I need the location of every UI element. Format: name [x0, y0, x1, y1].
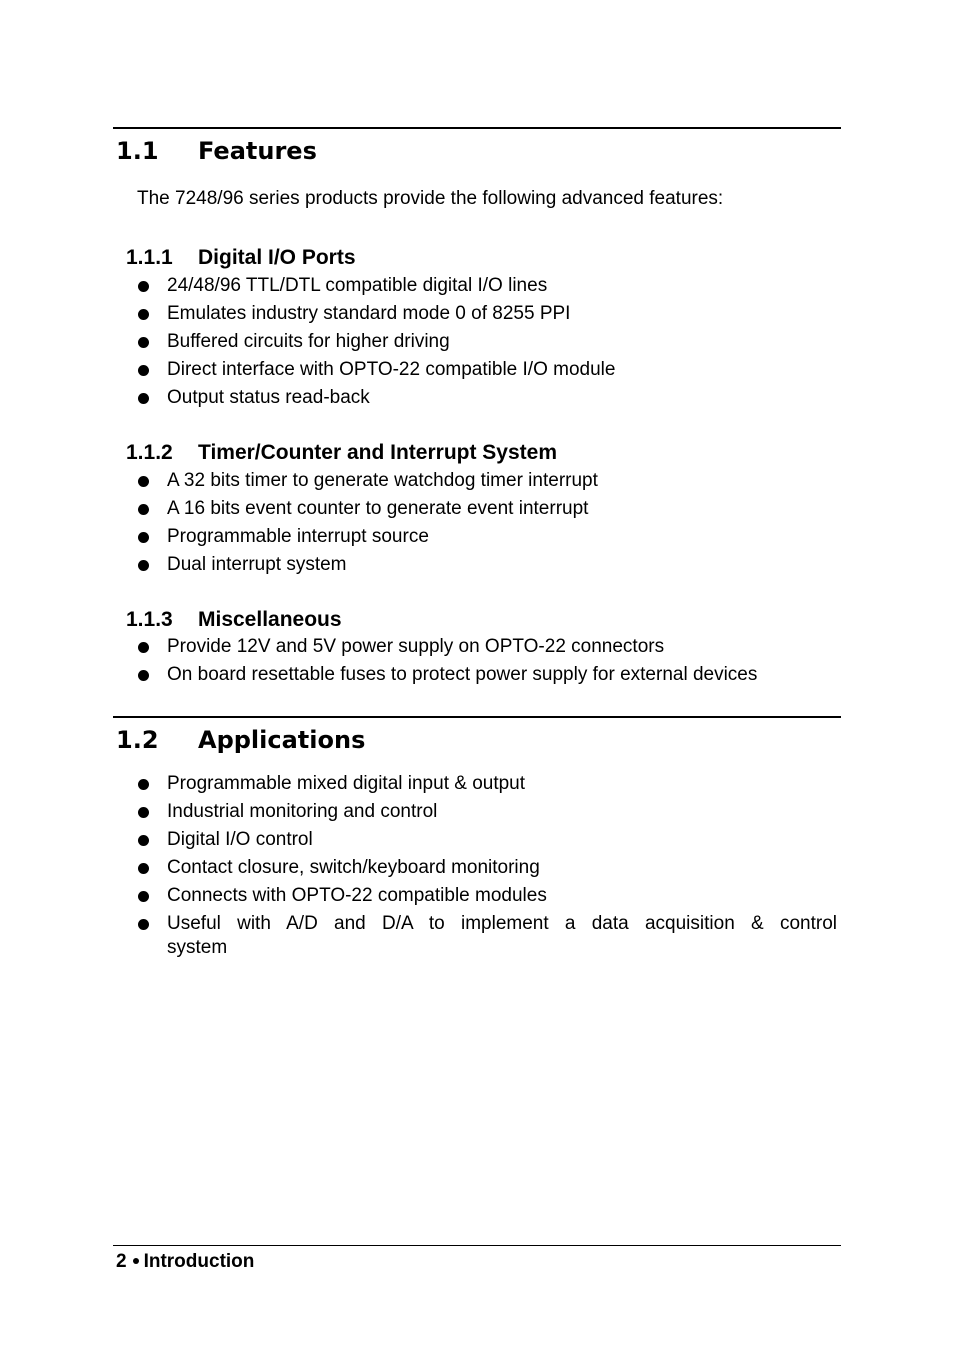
section-number: 1.1: [116, 137, 159, 165]
bullet-icon: [138, 560, 149, 571]
page-number: 2: [116, 1251, 127, 1272]
list-item: [137, 828, 837, 856]
list-item-text: Provide 12V and 5V power supply on OPTO-22 connectors: [167, 636, 665, 657]
list-item: [137, 525, 837, 553]
section-title: Applications: [198, 726, 366, 754]
list-item: [137, 302, 837, 330]
list-item-text: Industrial monitoring and control: [167, 801, 438, 822]
section-heading-1-2: [116, 726, 365, 754]
section-rule-1-2: [113, 716, 841, 718]
list-item: [137, 469, 837, 497]
list-item-text: Direct interface with OPTO-22 compatible I/O module: [167, 359, 616, 380]
list-item: [137, 912, 837, 960]
bullet-icon: [138, 393, 149, 404]
list-item-text: Emulates industry standard mode 0 of 8255 PPI: [167, 303, 571, 324]
list-item-text: Connects with OPTO-22 compatible modules: [167, 885, 547, 906]
subsection-title: Miscellaneous: [198, 608, 342, 631]
bullet-list-timer-counter: [137, 469, 837, 581]
bullet-list-miscellaneous: [137, 635, 837, 691]
chapter-title: Introduction: [143, 1251, 255, 1272]
list-item-text: Dual interrupt system: [167, 554, 347, 575]
list-item: [137, 386, 837, 414]
bullet-icon: [138, 281, 149, 292]
bullet-icon: [138, 807, 149, 818]
list-item-text: Contact closure, switch/keyboard monitoring: [167, 857, 540, 878]
bullet-icon: [138, 642, 149, 653]
list-item: [137, 274, 837, 302]
bullet-list-applications: [137, 772, 837, 960]
list-item: [137, 856, 837, 884]
bullet-icon: [138, 891, 149, 902]
section-number: 1.2: [116, 726, 159, 754]
bullet-icon: [138, 504, 149, 515]
bullet-icon: [138, 365, 149, 376]
list-item-text: Programmable interrupt source: [167, 526, 429, 547]
subsection-number: 1.1.3: [126, 608, 173, 631]
bullet-icon: [138, 670, 149, 681]
list-item-text: Buffered circuits for higher driving: [167, 331, 450, 352]
list-item-text: On board resettable fuses to protect power supply for external devices: [167, 664, 758, 685]
list-item: [137, 330, 837, 358]
list-item-text: Digital I/O control: [167, 829, 313, 850]
subsection-number: 1.1.1: [126, 246, 173, 269]
bullet-icon: [138, 919, 149, 930]
subsection-number: 1.1.2: [126, 441, 173, 464]
list-item: [137, 497, 837, 525]
list-item-text: A 16 bits event counter to generate event interrupt: [167, 498, 589, 519]
subsection-heading-1-1-2: [126, 441, 557, 465]
subsection-title: Digital I/O Ports: [198, 246, 356, 269]
page-footer: [116, 1250, 254, 1274]
list-item-text: A 32 bits timer to generate watchdog timer interrupt: [167, 470, 598, 491]
list-item-text: Output status read-back: [167, 387, 370, 408]
section-rule-1-1: [113, 127, 841, 129]
bullet-icon: [138, 337, 149, 348]
list-item: [137, 358, 837, 386]
list-item: [137, 663, 837, 691]
subsection-title: Timer/Counter and Interrupt System: [198, 441, 558, 464]
list-item: [137, 553, 837, 581]
list-item: [137, 772, 837, 800]
footer-rule: [113, 1245, 841, 1246]
bullet-icon: [138, 779, 149, 790]
bullet-separator-icon: [133, 1258, 139, 1264]
bullet-icon: [138, 532, 149, 543]
bullet-icon: [138, 309, 149, 320]
list-item-text: Programmable mixed digital input & output: [167, 773, 526, 794]
bullet-list-digital-io: [137, 274, 837, 414]
bullet-icon: [138, 863, 149, 874]
bullet-icon: [138, 476, 149, 487]
section-title: Features: [198, 137, 317, 165]
subsection-heading-1-1-1: [126, 246, 356, 270]
bullet-icon: [138, 835, 149, 846]
list-item-text: Useful with A/D and D/A to implement a data acquisition & control system: [167, 913, 837, 958]
list-item-text: 24/48/96 TTL/DTL compatible digital I/O lines: [167, 275, 548, 296]
list-item: [137, 800, 837, 828]
list-item: [137, 635, 837, 663]
subsection-heading-1-1-3: [126, 608, 342, 632]
list-item: [137, 884, 837, 912]
section-heading-1-1: [116, 137, 317, 165]
section-intro: The 7248/96 series products provide the following advanced features:: [137, 188, 724, 209]
